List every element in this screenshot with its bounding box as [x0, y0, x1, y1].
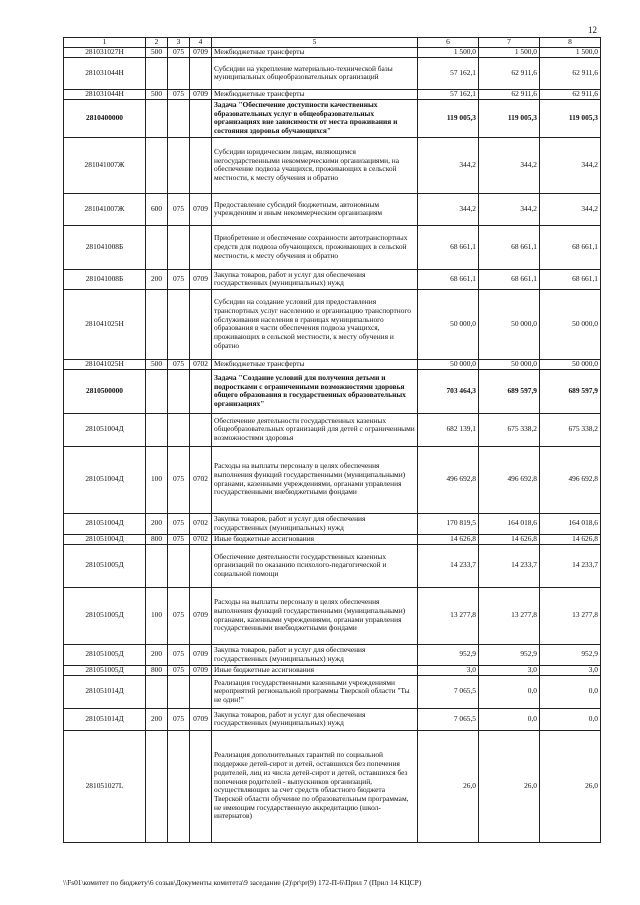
- header-cell: 3: [168, 38, 190, 48]
- row-expense-type-cell: 800: [146, 665, 168, 675]
- table-row: [64, 137, 601, 193]
- row-department-cell: [168, 289, 190, 359]
- row-expense-type-cell: [146, 369, 168, 413]
- row-year1-amount-cell: 68 661,1: [418, 269, 479, 289]
- row-expense-type-cell: [146, 137, 168, 193]
- row-year1-amount-cell: 14 233,7: [418, 544, 479, 587]
- row-year1-amount-cell: 170 819,5: [418, 513, 479, 534]
- row-year2-amount-cell: 0,0: [479, 708, 540, 730]
- row-year1-amount-cell: 119 005,3: [418, 99, 479, 137]
- row-department-cell: [168, 225, 190, 269]
- table-row: [64, 193, 601, 225]
- row-description-cell: Иные бюджетные ассигнования: [212, 534, 418, 544]
- row-section-cell: 0709: [190, 587, 212, 644]
- row-expense-type-cell: [146, 675, 168, 708]
- row-code-cell: 281051004Д: [64, 446, 146, 513]
- row-description-cell: Межбюджетные трансферты: [212, 47, 418, 57]
- row-year3-amount-cell: 344,2: [540, 193, 601, 225]
- row-expense-type-cell: 100: [146, 587, 168, 644]
- header-cell: 8: [540, 38, 601, 48]
- row-year1-amount-cell: 1 500,0: [418, 47, 479, 57]
- row-expense-type-cell: 500: [146, 47, 168, 57]
- row-section-cell: [190, 137, 212, 193]
- header-cell: 4: [190, 38, 212, 48]
- row-description-cell: Субсидии на создание условий для предоставления транспортных услуг населению и организацию транспортного обслуживания населения в границах муниципального образования в части обеспечения подвоза учащихся, проживающих в сельской местности, к месту обучения и обратно: [212, 289, 418, 359]
- row-description-cell: Приобретение и обеспечение сохранности автотранспортных средств для подвоза обучающихся, проживающих в сельской местности, к месту обучения и обратно: [212, 225, 418, 269]
- row-year1-amount-cell: 7 065,5: [418, 675, 479, 708]
- row-expense-type-cell: [146, 225, 168, 269]
- row-year1-amount-cell: 14 626,8: [418, 534, 479, 544]
- row-section-cell: [190, 99, 212, 137]
- table-row: [64, 89, 601, 99]
- row-section-cell: [190, 369, 212, 413]
- row-description-cell: Предоставление субсидий бюджетным, автономным учреждениям и иным некоммерческим организациям: [212, 193, 418, 225]
- row-department-cell: [168, 137, 190, 193]
- row-expense-type-cell: [146, 99, 168, 137]
- row-section-cell: 0709: [190, 708, 212, 730]
- row-code-cell: 281051005Д: [64, 665, 146, 675]
- row-year2-amount-cell: 164 018,6: [479, 513, 540, 534]
- row-department-cell: 075: [168, 89, 190, 99]
- row-year2-amount-cell: 62 911,6: [479, 57, 540, 89]
- row-year1-amount-cell: 344,2: [418, 193, 479, 225]
- row-year3-amount-cell: 119 005,3: [540, 99, 601, 137]
- header-cell: 2: [146, 38, 168, 48]
- row-year2-amount-cell: 496 692,8: [479, 446, 540, 513]
- row-department-cell: 075: [168, 446, 190, 513]
- row-expense-type-cell: [146, 730, 168, 842]
- row-year1-amount-cell: 3,0: [418, 665, 479, 675]
- row-year1-amount-cell: 7 065,5: [418, 708, 479, 730]
- row-year2-amount-cell: 1 500,0: [479, 47, 540, 57]
- row-year2-amount-cell: 675 338,2: [479, 413, 540, 446]
- row-section-cell: [190, 225, 212, 269]
- row-year2-amount-cell: 68 661,1: [479, 269, 540, 289]
- table-row: [64, 675, 601, 708]
- row-department-cell: [168, 413, 190, 446]
- budget-table: [63, 37, 601, 843]
- table-row: [64, 587, 601, 644]
- table-row: [64, 534, 601, 544]
- row-expense-type-cell: 600: [146, 193, 168, 225]
- row-section-cell: [190, 413, 212, 446]
- row-description-cell: Задача "Создание условий для получения детьми и подростками с ограниченными возможностями здоровья общего образования в государственных образовательных организациях": [212, 369, 418, 413]
- row-year2-amount-cell: 62 911,6: [479, 89, 540, 99]
- row-code-cell: 281051027L: [64, 730, 146, 842]
- row-code-cell: 281041008Б: [64, 225, 146, 269]
- row-year1-amount-cell: 682 139,1: [418, 413, 479, 446]
- table-row: [64, 644, 601, 665]
- row-description-cell: Расходы на выплаты персоналу в целях обеспечения выполнения функций государственными (муниципальными) органами, казенными учреждениями, органами управления государственными внебюджетными фондами: [212, 587, 418, 644]
- table-row: [64, 665, 601, 675]
- table-row: [64, 369, 601, 413]
- row-expense-type-cell: 200: [146, 644, 168, 665]
- row-year3-amount-cell: 62 911,6: [540, 89, 601, 99]
- row-code-cell: 281051005Д: [64, 644, 146, 665]
- row-year2-amount-cell: 0,0: [479, 675, 540, 708]
- row-expense-type-cell: [146, 57, 168, 89]
- row-section-cell: 0709: [190, 193, 212, 225]
- row-section-cell: [190, 544, 212, 587]
- row-expense-type-cell: 200: [146, 513, 168, 534]
- row-expense-type-cell: [146, 544, 168, 587]
- row-year3-amount-cell: 68 661,1: [540, 269, 601, 289]
- row-description-cell: Задача "Обеспечение доступности качественных образовательных услуг в общеобразовательных организациях вне зависимости от места проживания и состояния здоровья обучающихся": [212, 99, 418, 137]
- row-year1-amount-cell: 57 162,1: [418, 57, 479, 89]
- row-department-cell: 075: [168, 708, 190, 730]
- table-row: [64, 544, 601, 587]
- row-section-cell: 0709: [190, 269, 212, 289]
- row-year2-amount-cell: 14 626,8: [479, 534, 540, 544]
- row-year1-amount-cell: 50 000,0: [418, 289, 479, 359]
- table-row: [64, 513, 601, 534]
- row-year1-amount-cell: 952,9: [418, 644, 479, 665]
- row-description-cell: Реализация государственными казенными учреждениями мероприятий региональной программы Тверской области "Ты не один!": [212, 675, 418, 708]
- row-code-cell: 2810400000: [64, 99, 146, 137]
- row-code-cell: 281031044Н: [64, 57, 146, 89]
- row-year3-amount-cell: 496 692,8: [540, 446, 601, 513]
- row-department-cell: 075: [168, 665, 190, 675]
- header-cell: 1: [64, 38, 146, 48]
- file-path-footer: \\Fs01\комитет по бюджету\6 созыв\Документы комитета\9 заседание (2)\pr\pr(9) 172-П-6\Прил 7 (Прил 14 КЦСР): [63, 878, 422, 887]
- row-department-cell: 075: [168, 644, 190, 665]
- header-cell: 6: [418, 38, 479, 48]
- row-department-cell: [168, 369, 190, 413]
- table-row: [64, 99, 601, 137]
- row-year3-amount-cell: 1 500,0: [540, 47, 601, 57]
- row-section-cell: [190, 57, 212, 89]
- row-description-cell: Обеспечение деятельности государственных казенных организаций по оказанию психолого-педагогической и социальной помощи: [212, 544, 418, 587]
- row-code-cell: 281041025Н: [64, 289, 146, 359]
- row-description-cell: Межбюджетные трансферты: [212, 89, 418, 99]
- row-code-cell: 281041025Н: [64, 359, 146, 369]
- row-description-cell: Обеспечение деятельности государственных казенных общеобразовательных организаций для детей с ограниченными возможностями здоровья: [212, 413, 418, 446]
- table-row: [64, 413, 601, 446]
- table-row: [64, 57, 601, 89]
- row-code-cell: 281051004Д: [64, 534, 146, 544]
- row-expense-type-cell: 100: [146, 446, 168, 513]
- row-year2-amount-cell: 13 277,8: [479, 587, 540, 644]
- row-department-cell: [168, 99, 190, 137]
- row-year3-amount-cell: 0,0: [540, 708, 601, 730]
- row-code-cell: 281031027Н: [64, 47, 146, 57]
- row-section-cell: 0702: [190, 359, 212, 369]
- row-expense-type-cell: [146, 413, 168, 446]
- row-department-cell: 075: [168, 513, 190, 534]
- row-department-cell: 075: [168, 47, 190, 57]
- row-year3-amount-cell: 50 000,0: [540, 359, 601, 369]
- row-expense-type-cell: 200: [146, 708, 168, 730]
- table-row: [64, 708, 601, 730]
- row-year3-amount-cell: 952,9: [540, 644, 601, 665]
- row-section-cell: [190, 675, 212, 708]
- row-code-cell: 281031044Н: [64, 89, 146, 99]
- row-year2-amount-cell: 26,0: [479, 730, 540, 842]
- row-year2-amount-cell: 119 005,3: [479, 99, 540, 137]
- row-year2-amount-cell: 3,0: [479, 665, 540, 675]
- row-department-cell: 075: [168, 193, 190, 225]
- row-expense-type-cell: 800: [146, 534, 168, 544]
- row-description-cell: Межбюджетные трансферты: [212, 359, 418, 369]
- row-description-cell: Иные бюджетные ассигнования: [212, 665, 418, 675]
- header-cell: 5: [212, 38, 418, 48]
- row-expense-type-cell: [146, 289, 168, 359]
- table-row: [64, 269, 601, 289]
- row-description-cell: Реализация дополнительных гарантий по социальной поддержке детей-сирот и детей, оставшихся без попечения родителей, лиц из числа детей-сирот и детей, оставшихся без попечения родителей - выпускников организаций, осуществляющих за счет средств областного бюджета Тверской области обучение по образовательным программам, не имеющим государственную аккредитацию (школ-интернатов): [212, 730, 418, 842]
- row-year3-amount-cell: 62 911,6: [540, 57, 601, 89]
- row-year2-amount-cell: 68 661,1: [479, 225, 540, 269]
- row-section-cell: 0702: [190, 446, 212, 513]
- table-body: [64, 38, 601, 843]
- row-department-cell: 075: [168, 587, 190, 644]
- row-description-cell: Субсидии на укрепление материально-технической базы муниципальных общеобразовательных организаций: [212, 57, 418, 89]
- table-row: [64, 359, 601, 369]
- row-year3-amount-cell: 14 233,7: [540, 544, 601, 587]
- row-description-cell: Закупка товаров, работ и услуг для обеспечения государственных (муниципальных) нужд: [212, 708, 418, 730]
- row-year1-amount-cell: 496 692,8: [418, 446, 479, 513]
- row-description-cell: Закупка товаров, работ и услуг для обеспечения государственных (муниципальных) нужд: [212, 644, 418, 665]
- row-year2-amount-cell: 344,2: [479, 137, 540, 193]
- row-section-cell: [190, 289, 212, 359]
- row-department-cell: 075: [168, 534, 190, 544]
- row-code-cell: 281051004Д: [64, 413, 146, 446]
- header-cell: 7: [479, 38, 540, 48]
- row-code-cell: 281051004Д: [64, 513, 146, 534]
- row-year3-amount-cell: 13 277,8: [540, 587, 601, 644]
- row-year1-amount-cell: 57 162,1: [418, 89, 479, 99]
- row-code-cell: 281041007Ж: [64, 193, 146, 225]
- row-section-cell: 0709: [190, 644, 212, 665]
- row-expense-type-cell: 500: [146, 359, 168, 369]
- row-expense-type-cell: 200: [146, 269, 168, 289]
- table-row: [64, 225, 601, 269]
- row-section-cell: [190, 730, 212, 842]
- row-year1-amount-cell: 26,0: [418, 730, 479, 842]
- row-year1-amount-cell: 703 464,3: [418, 369, 479, 413]
- row-code-cell: 281041007Ж: [64, 137, 146, 193]
- row-year2-amount-cell: 14 233,7: [479, 544, 540, 587]
- row-year3-amount-cell: 164 018,6: [540, 513, 601, 534]
- row-expense-type-cell: 500: [146, 89, 168, 99]
- row-department-cell: [168, 730, 190, 842]
- row-description-cell: Субсидии юридическим лицам, являющимся негосударственными некоммерческими организациями, на обеспечение подвоза учащихся, проживающих в сельской местности, к месту обучения и обратно: [212, 137, 418, 193]
- row-year3-amount-cell: 50 000,0: [540, 289, 601, 359]
- row-year3-amount-cell: 675 338,2: [540, 413, 601, 446]
- row-year2-amount-cell: 689 597,9: [479, 369, 540, 413]
- row-year2-amount-cell: 344,2: [479, 193, 540, 225]
- row-department-cell: [168, 544, 190, 587]
- row-code-cell: 281051014Д: [64, 675, 146, 708]
- row-year3-amount-cell: 3,0: [540, 665, 601, 675]
- row-description-cell: Закупка товаров, работ и услуг для обеспечения государственных (муниципальных) нужд: [212, 513, 418, 534]
- row-department-cell: [168, 675, 190, 708]
- table-row: [64, 47, 601, 57]
- row-section-cell: 0702: [190, 534, 212, 544]
- row-year1-amount-cell: 68 661,1: [418, 225, 479, 269]
- row-department-cell: [168, 57, 190, 89]
- page-number: 12: [588, 25, 597, 35]
- row-department-cell: 075: [168, 269, 190, 289]
- row-department-cell: 075: [168, 359, 190, 369]
- row-code-cell: 281051005Д: [64, 587, 146, 644]
- row-section-cell: 0702: [190, 513, 212, 534]
- row-description-cell: Расходы на выплаты персоналу в целях обеспечения выполнения функций государственными (муниципальными) органами, казенными учреждениями, органами управления государственными внебюджетными фондами: [212, 446, 418, 513]
- row-code-cell: 281051005Д: [64, 544, 146, 587]
- row-year1-amount-cell: 13 277,8: [418, 587, 479, 644]
- row-section-cell: 0709: [190, 47, 212, 57]
- row-year3-amount-cell: 344,2: [540, 137, 601, 193]
- row-year1-amount-cell: 50 000,0: [418, 359, 479, 369]
- row-code-cell: 2810500000: [64, 369, 146, 413]
- row-year3-amount-cell: 68 661,1: [540, 225, 601, 269]
- row-code-cell: 281041008Б: [64, 269, 146, 289]
- table-row: [64, 446, 601, 513]
- table-row: [64, 730, 601, 842]
- row-year3-amount-cell: 0,0: [540, 675, 601, 708]
- table-row: [64, 289, 601, 359]
- row-year1-amount-cell: 344,2: [418, 137, 479, 193]
- row-year2-amount-cell: 952,9: [479, 644, 540, 665]
- row-year2-amount-cell: 50 000,0: [479, 359, 540, 369]
- header-row: [64, 38, 601, 48]
- row-description-cell: Закупка товаров, работ и услуг для обеспечения государственных (муниципальных) нужд: [212, 269, 418, 289]
- row-year3-amount-cell: 14 626,8: [540, 534, 601, 544]
- row-year3-amount-cell: 26,0: [540, 730, 601, 842]
- row-year3-amount-cell: 689 597,9: [540, 369, 601, 413]
- row-year2-amount-cell: 50 000,0: [479, 289, 540, 359]
- row-section-cell: 0709: [190, 665, 212, 675]
- row-code-cell: 281051014Д: [64, 708, 146, 730]
- row-section-cell: 0709: [190, 89, 212, 99]
